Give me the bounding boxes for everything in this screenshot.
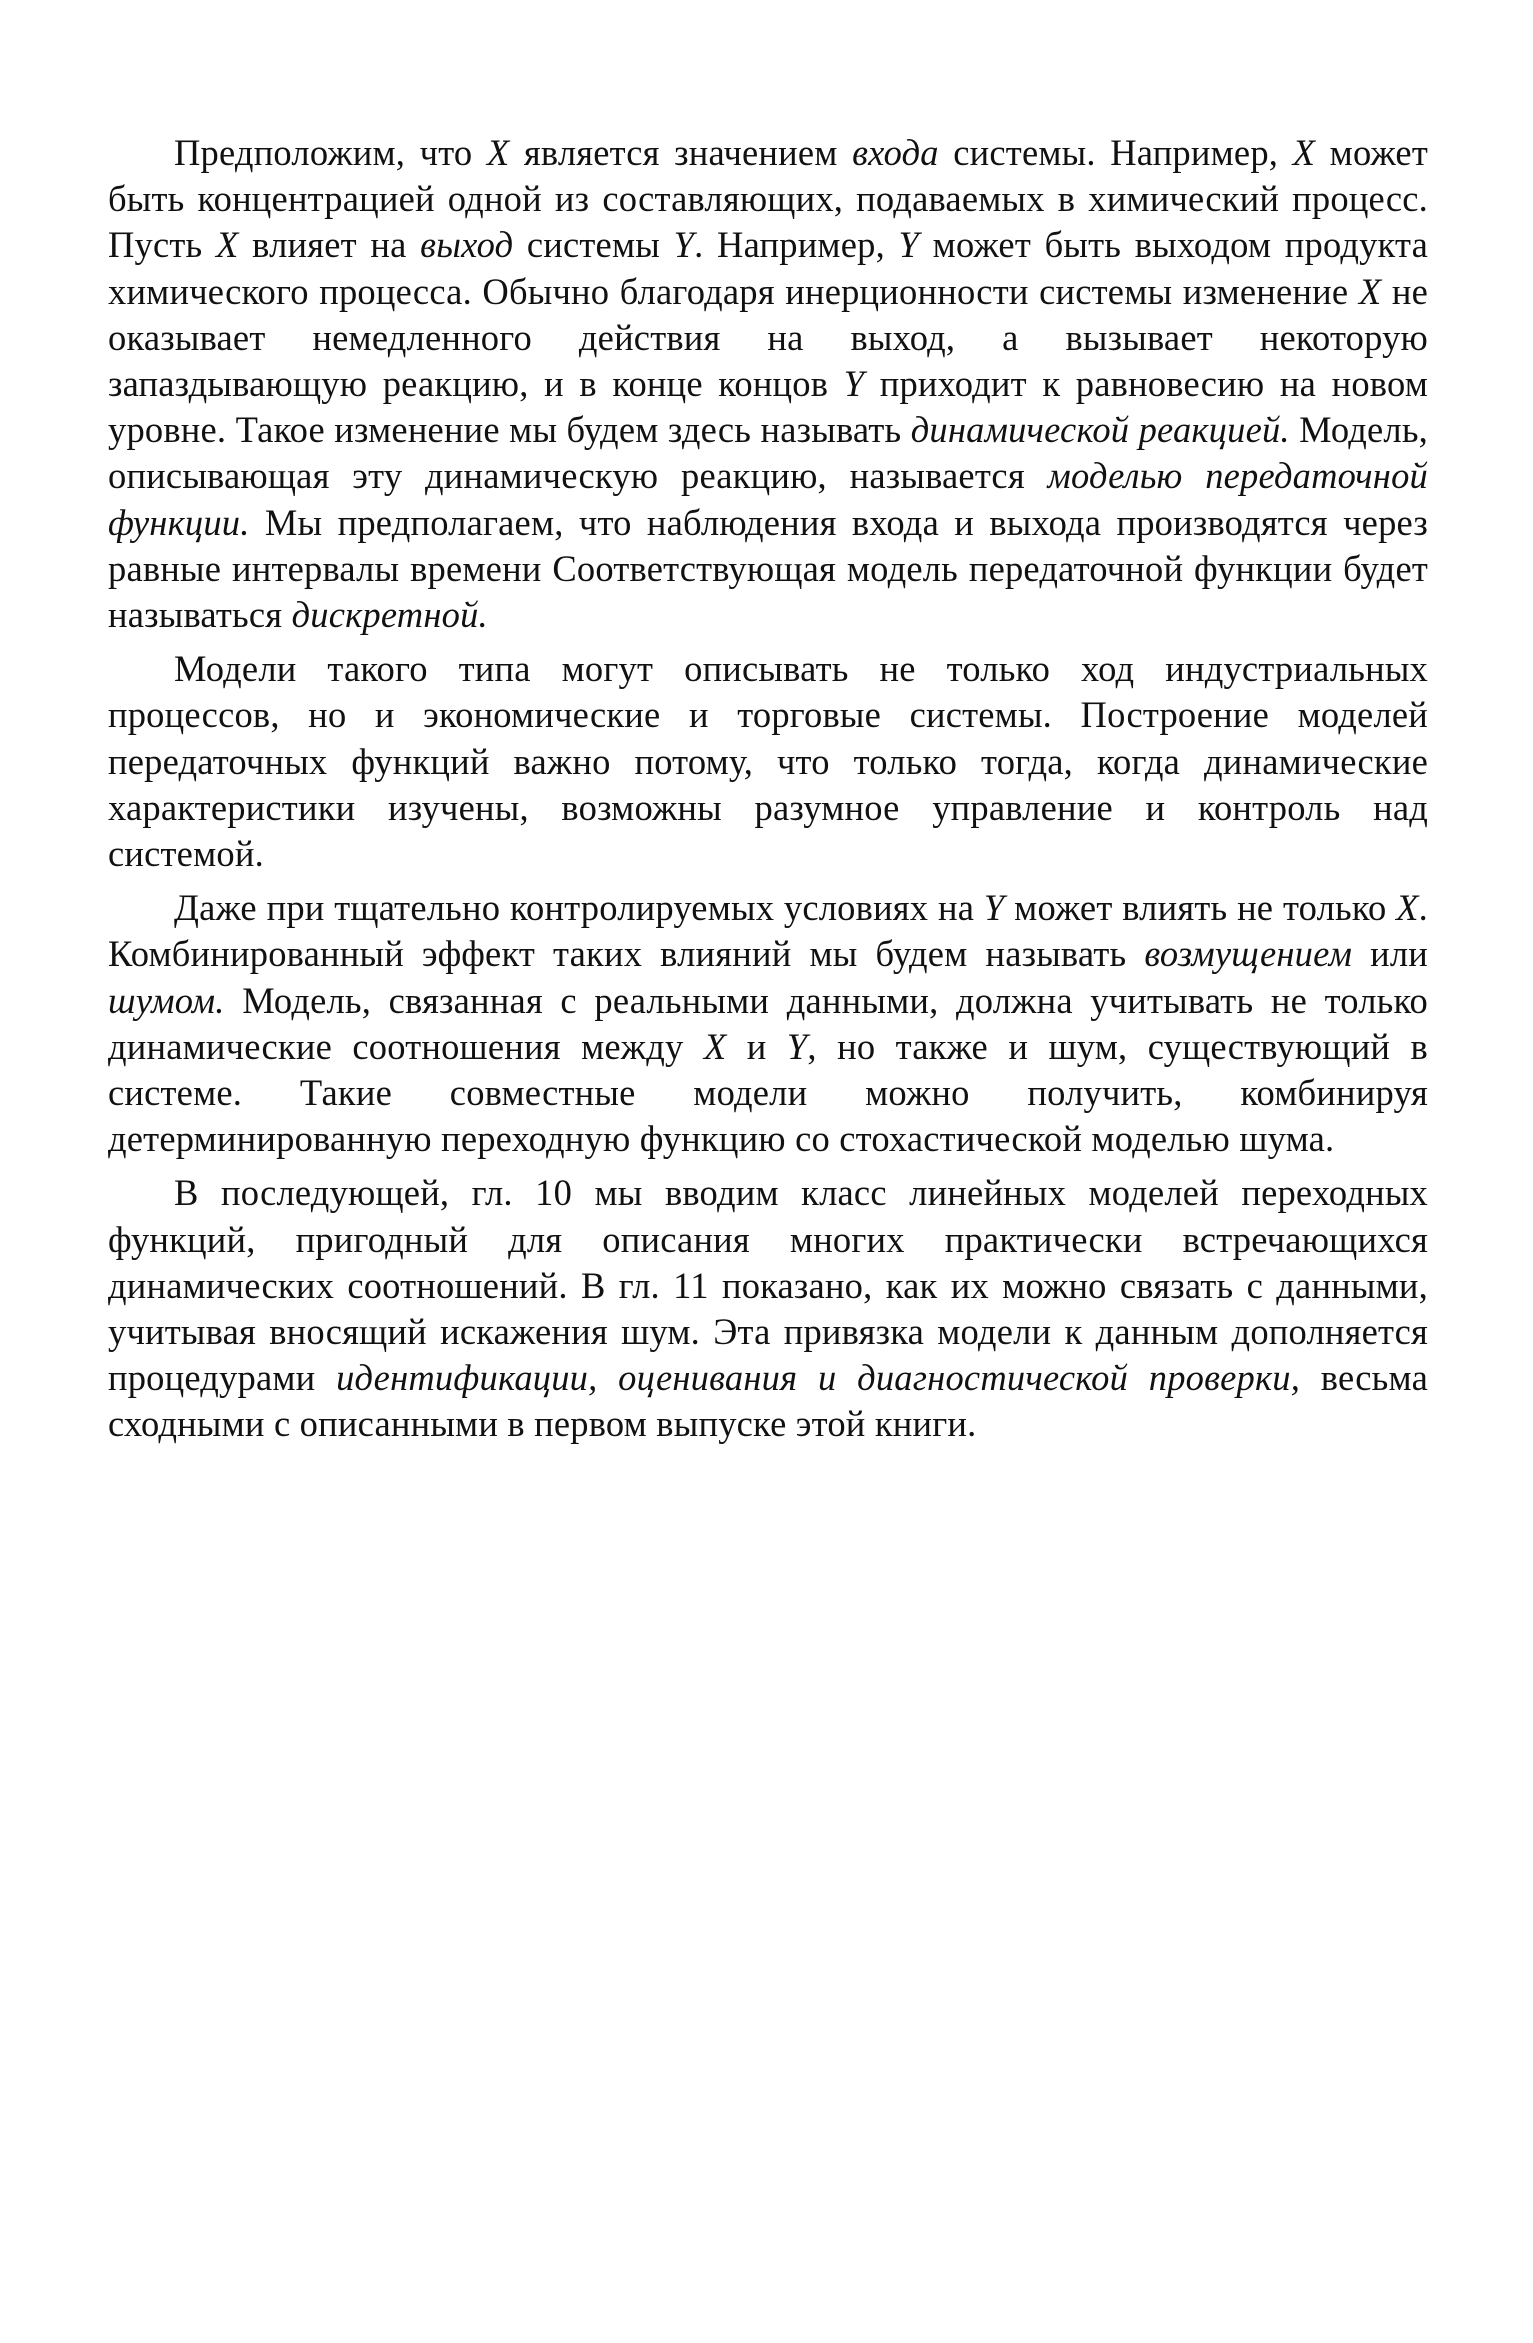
text-segment: является значением [509, 132, 853, 173]
paragraph [108, 646, 1428, 877]
text-segment: системы. Например, [938, 132, 1293, 173]
italic-term: X [486, 132, 510, 173]
text-segment: может быть концентрацией одной из составляющих, подаваемых в химический процесс. Пусть [108, 132, 1428, 266]
italic-term: входа [852, 132, 939, 173]
italic-term: Y [786, 1025, 808, 1067]
italic-term: идентификации, оценивания и диагностической проверки, [336, 1357, 1301, 1399]
italic-term: возмущением [1144, 933, 1353, 975]
italic-term: X [703, 1025, 727, 1067]
text-segment: Даже при тщательно контролируемых условиях на [174, 887, 984, 929]
italic-term: X [1358, 270, 1382, 312]
paragraph [108, 1170, 1428, 1447]
text-segment: , но также и шум, существующий в системе. Такие совместные модели можно получить, комбинируя детерминированную переходную функцию со стохастической моделью шума. [108, 1025, 1428, 1160]
text-segment: и [726, 1025, 787, 1067]
italic-term: Y [898, 224, 920, 266]
italic-term: моделью передаточной функции. [108, 455, 1428, 543]
text-segment: может быть выходом продукта химического процесса. Обычно благодаря инерционности системы изменение [108, 224, 1429, 312]
italic-term: Y [983, 887, 1005, 929]
document-page [108, 130, 1428, 1456]
text-segment: Модель, описывающая эту динамическую реакцию, называется [108, 409, 1428, 497]
text-segment: Мы предполагаем, что наблюдения входа и выхода производятся через равные интервалы времени Соответствующая модель передаточной функции будет называться [108, 501, 1428, 636]
paragraph [108, 885, 1428, 1162]
text-segment: Модель, связанная с реальными данными, должна учитывать не только динамические соотношения между [108, 979, 1428, 1067]
italic-term: X [1396, 887, 1419, 929]
italic-term: шумом. [108, 979, 225, 1021]
text-segment: приходит к равновесию на новом уровне. Такое изменение мы будем здесь называть [108, 363, 1429, 451]
text-segment: . Комбинированный эффект таких влияний мы будем называть [108, 887, 1428, 975]
text-segment: В последующей, гл. 10 мы вводим класс линейных моделей переходных функций, пригодный для описания многих практически встречающихся динамических соотношений. В гл. 11 показано, как их можно связать с данными, учитывая вносящий искажения шум. Эта привязка модели к данным дополняется процедурами [108, 1172, 1428, 1399]
text-segment: Предположим, что [174, 132, 487, 173]
italic-term: выход [420, 224, 514, 266]
text-segment: Модели такого типа могут описывать не только ход индустриальных процессов, но и экономические и торговые системы. Построение моделей передаточных функций важно потому, что только тогда, когда динамические характеристики изучены, возможны разумное управление и контроль над системой. [108, 648, 1428, 875]
italic-term: X [1292, 132, 1316, 173]
text-segment: влияет на [238, 224, 421, 266]
italic-term: дискретной. [291, 594, 488, 636]
text-segment: или [1352, 933, 1428, 975]
text-segment: не оказывает немедленного действия на выход, а вызывает некоторую запаздывающую реакцию, и в конце концов [108, 270, 1428, 405]
text-segment: весьма сходными с описанными в первом выпуске этой книги. [108, 1357, 1428, 1445]
italic-term: динамической реакцией. [910, 409, 1290, 451]
paragraph [108, 130, 1428, 638]
text-segment: . Например, [694, 224, 899, 266]
italic-term: X [216, 224, 239, 266]
italic-term: Y [673, 224, 695, 266]
italic-term: Y [843, 363, 865, 405]
text-segment: может влиять не только [1004, 887, 1397, 929]
text-segment: системы [513, 224, 674, 266]
